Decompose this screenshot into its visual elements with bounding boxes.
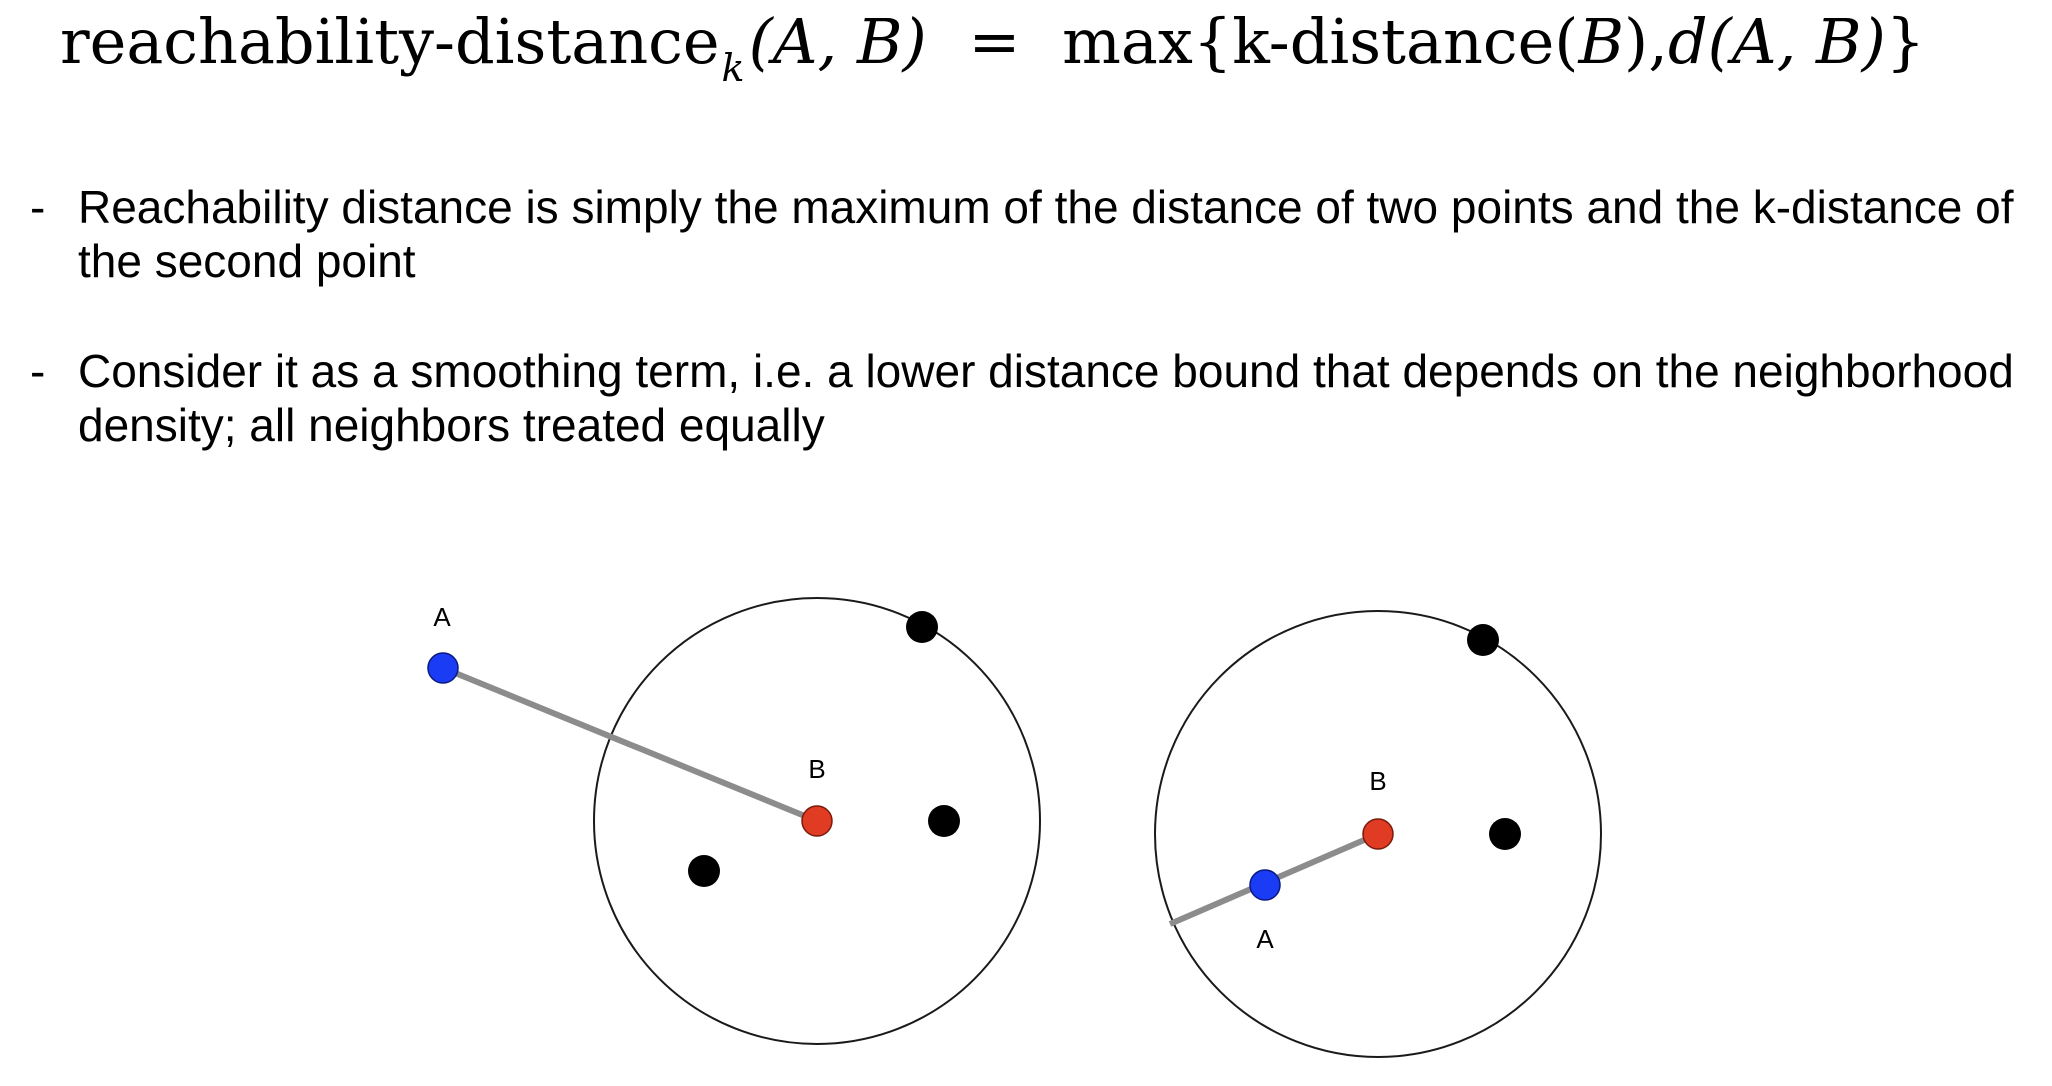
formula-d: d <box>1667 5 1708 78</box>
formula-open-brace: { <box>1192 5 1233 78</box>
formula-d-args: (A, B) <box>1707 5 1886 78</box>
diagram-right <box>1155 611 1601 1057</box>
neighbor-point <box>1489 818 1521 850</box>
neighbor-point <box>906 611 938 643</box>
bullet-marker: - <box>30 345 46 397</box>
formula-k-distance-close: ), <box>1624 5 1668 78</box>
formula-lhs-name: reachability-distance <box>60 5 720 78</box>
distance-line <box>443 668 817 821</box>
formula-equals: = <box>968 5 1021 78</box>
formula-k-distance: k-distance( <box>1232 5 1579 78</box>
diagram-left <box>428 598 1040 1044</box>
formula-k-distance-arg: B <box>1578 5 1625 78</box>
neighbor-point <box>688 855 720 887</box>
reachability-diagram <box>0 560 2052 1086</box>
bullet-marker: - <box>30 181 46 233</box>
point-b <box>802 806 832 836</box>
bullet-text: Reachability distance is simply the maximum of the distance of two points and the k-distance of the second point <box>78 181 2014 287</box>
reachability-distance-formula <box>60 0 2020 90</box>
formula-lhs-subscript: k <box>721 46 745 90</box>
formula-lhs-args: (A, B) <box>748 5 927 78</box>
neighbor-point <box>928 805 960 837</box>
neighbor-point <box>1467 624 1499 656</box>
formula-max: max <box>1062 5 1193 78</box>
point-a-label: A <box>433 602 451 632</box>
point-b-label: B <box>808 754 826 784</box>
point-b <box>1363 819 1393 849</box>
bullet-text: Consider it as a smoothing term, i.e. a lower distance bound that depends on the neighborhood density; all neighbors treated equally <box>78 345 2014 451</box>
formula-close-brace: } <box>1885 5 1926 78</box>
point-b-label: B <box>1369 766 1387 796</box>
point-a <box>1250 870 1280 900</box>
bullet-item <box>30 344 2020 452</box>
bullet-item <box>30 180 2020 288</box>
point-a <box>428 653 458 683</box>
point-a-label: A <box>1256 924 1274 954</box>
